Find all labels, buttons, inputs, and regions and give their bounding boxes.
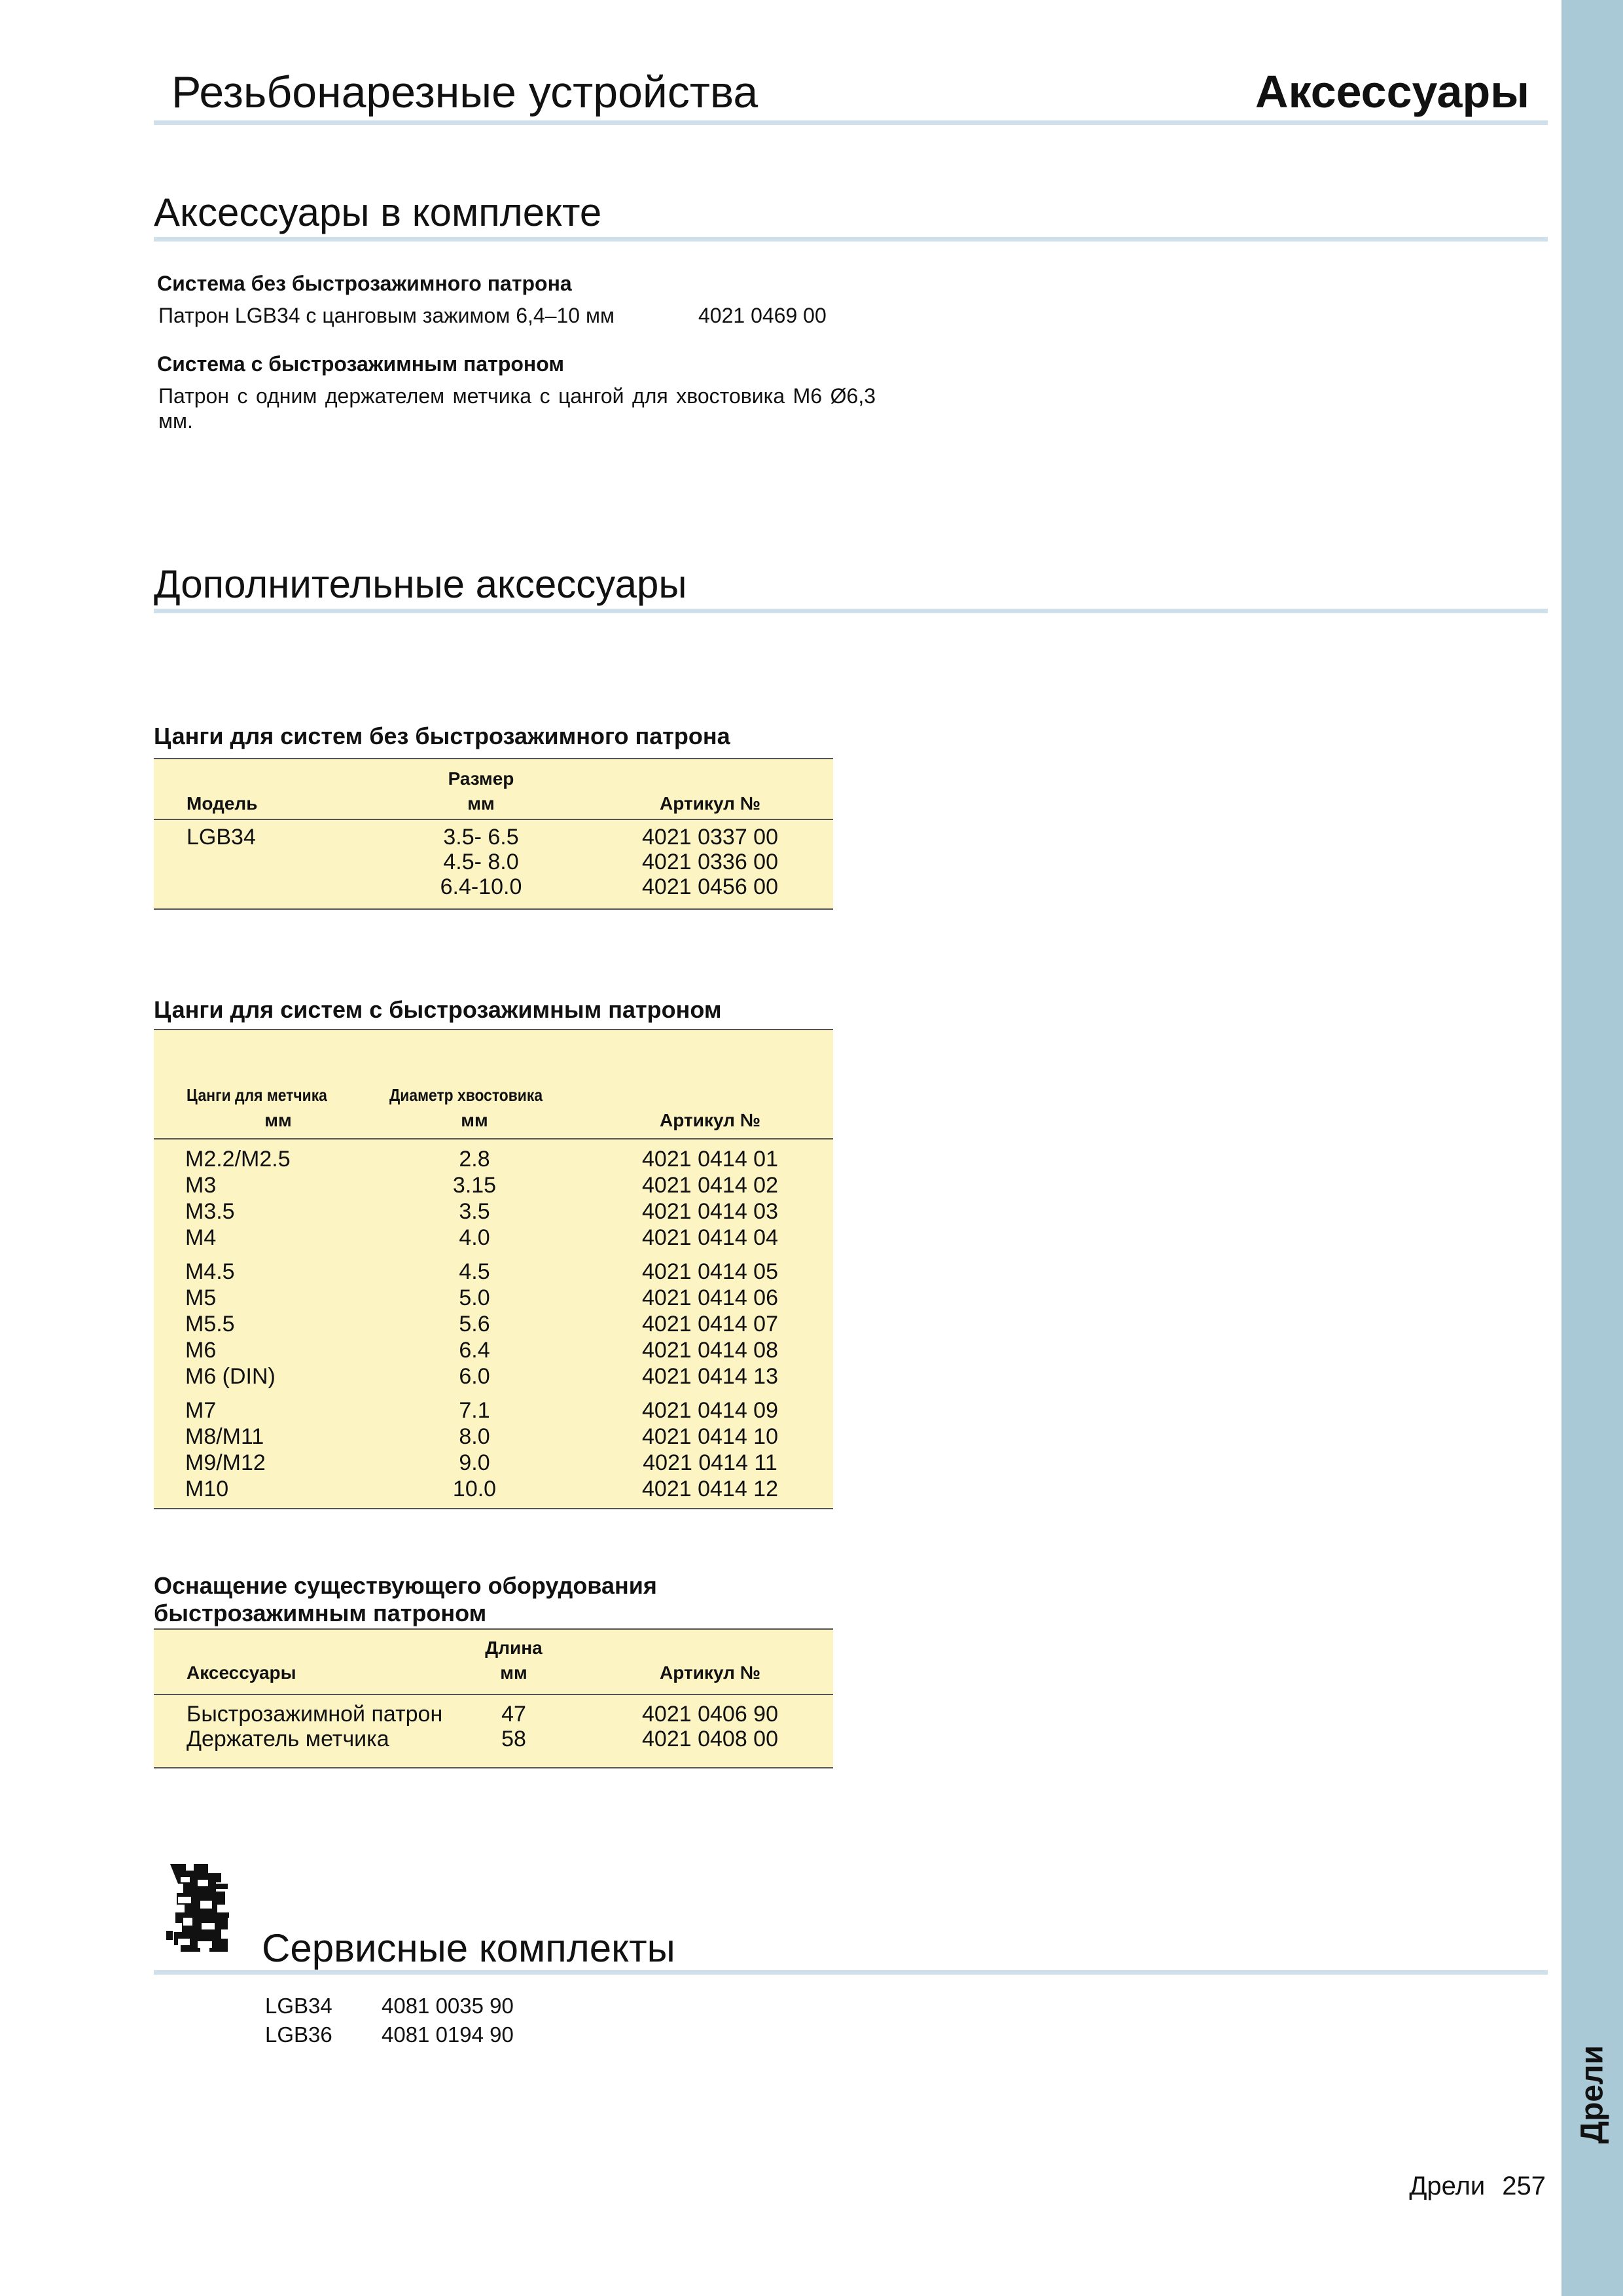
- section-rule-included: [154, 237, 1548, 242]
- table3-header-length: Длина: [485, 1638, 543, 1658]
- table3-cell-article: 4021 0406 90: [642, 1702, 778, 1727]
- section-title-included: Аксессуары в комплекте: [154, 190, 602, 234]
- table2-cell-tap: M2.2/M2.5: [185, 1147, 291, 1172]
- table2-cell-article: 4021 0414 04: [642, 1225, 778, 1250]
- table1-title: Цанги для систем без быстрозажимного патрона: [154, 723, 730, 749]
- table2-cell-shank: 8.0: [459, 1424, 490, 1449]
- table2-header-rule: [154, 1138, 833, 1139]
- page-number: 257: [1502, 2172, 1546, 2200]
- included-block1-title: Система без быстрозажимного патрона: [157, 272, 572, 295]
- table2-cell-tap: M4: [185, 1225, 217, 1250]
- table2-header-tap: Цанги для метчика: [187, 1085, 327, 1105]
- included-block1-text: Патрон LGB34 с цанговым зажимом 6,4–10 мм: [158, 304, 615, 327]
- table2-cell-tap: M10: [185, 1477, 229, 1501]
- header-right-title: Аксессуары: [1255, 66, 1529, 117]
- table2-cell-shank: 3.15: [452, 1173, 497, 1198]
- service-cell-model: LGB36: [265, 2022, 332, 2047]
- table3-cell-accessory: Держатель метчика: [187, 1727, 389, 1751]
- table2-title: Цанги для систем с быстрозажимным патроном: [154, 996, 722, 1023]
- table3-cell-length: 58: [501, 1727, 526, 1751]
- header-rule: [154, 120, 1548, 125]
- table2-cell-tap: M5.5: [185, 1312, 235, 1336]
- section-rule-additional: [154, 609, 1548, 613]
- table2-cell-shank: 5.0: [459, 1285, 490, 1310]
- side-band: [1561, 0, 1623, 2296]
- included-block2-title: Система с быстрозажимным патроном: [157, 352, 565, 376]
- table1: [154, 758, 833, 910]
- service-cell-model: LGB34: [265, 1994, 332, 2018]
- table2-cell-tap: M3.5: [185, 1199, 235, 1224]
- service-kit-icon: [161, 1857, 238, 1961]
- table2-cell-shank: 6.0: [459, 1364, 490, 1389]
- included-block1-article: 4021 0469 00: [698, 304, 827, 327]
- table2-cell-tap: M9/M12: [185, 1450, 266, 1475]
- table2-cell-article: 4021 0414 03: [642, 1199, 778, 1224]
- table3-header-rule: [154, 1694, 833, 1695]
- table2-cell-shank: 4.5: [459, 1259, 490, 1284]
- table3-cell-length: 47: [501, 1702, 526, 1727]
- table1-cell-size: 4.5- 8.0: [443, 850, 519, 874]
- table2-cell-article: 4021 0414 09: [642, 1398, 778, 1423]
- table1-header-size-unit: мм: [467, 793, 495, 814]
- table3-cell-article: 4021 0408 00: [642, 1727, 778, 1751]
- table1-cell-article: 4021 0336 00: [642, 850, 778, 874]
- table2-cell-article: 4021 0414 13: [642, 1364, 778, 1389]
- table2-cell-article: 4021 0414 12: [642, 1477, 778, 1501]
- table3-title-line2: быстрозажимным патроном: [154, 1600, 487, 1626]
- table2-cell-tap: M6 (DIN): [185, 1364, 276, 1389]
- table2-cell-shank: 5.6: [459, 1312, 490, 1336]
- footer-section: Дрели: [1409, 2172, 1486, 2200]
- table2-cell-shank: 3.5: [459, 1199, 490, 1224]
- table2-header-shank-unit: мм: [461, 1110, 488, 1130]
- table1-model: LGB34: [187, 825, 256, 850]
- table2-cell-tap: M8/M11: [185, 1424, 264, 1449]
- table1-header-size: Размер: [448, 768, 514, 789]
- table2-cell-article: 4021 0414 06: [642, 1285, 778, 1310]
- table2-cell-article: 4021 0414 07: [642, 1312, 778, 1336]
- table2-header-article: Артикул №: [660, 1110, 760, 1130]
- table1-cell-article: 4021 0456 00: [642, 874, 778, 899]
- table2-cell-article: 4021 0414 02: [642, 1173, 778, 1198]
- table2-cell-tap: M6: [185, 1338, 217, 1363]
- table2-cell-shank: 10.0: [452, 1477, 497, 1501]
- section-title-service: Сервисные комплекты: [262, 1926, 675, 1970]
- table1-header-model: Модель: [187, 793, 258, 814]
- header-left-title: Резьбонарезные устройства: [171, 67, 758, 117]
- table3-title-line1: Оснащение существующего оборудования: [154, 1572, 657, 1599]
- table3-header-length-unit: мм: [500, 1662, 527, 1683]
- page-footer: [1409, 2172, 1546, 2201]
- table2: [154, 1029, 833, 1509]
- table3-header-accessory: Аксессуары: [187, 1662, 296, 1683]
- table2-cell-article: 4021 0414 11: [643, 1450, 777, 1475]
- table2-cell-shank: 2.8: [459, 1147, 490, 1172]
- table2-cell-tap: M4.5: [185, 1259, 235, 1284]
- table2-header-shank: Диаметр хвостовика: [389, 1085, 543, 1105]
- side-tab: [1561, 1996, 1623, 2193]
- table2-cell-tap: M7: [185, 1398, 217, 1423]
- section-title-additional: Дополнительные аксессуары: [154, 562, 687, 606]
- table1-cell-size: 3.5- 6.5: [443, 825, 519, 850]
- table2-cell-article: 4021 0414 08: [642, 1338, 778, 1363]
- table3-cell-accessory: Быстрозажимной патрон: [187, 1702, 443, 1727]
- table2-cell-tap: M5: [185, 1285, 217, 1310]
- table1-header-article: Артикул №: [660, 793, 760, 814]
- table1-cell-size: 6.4-10.0: [440, 874, 522, 899]
- service-cell-article: 4081 0035 90: [382, 1994, 514, 2018]
- table2-cell-shank: 9.0: [459, 1450, 490, 1475]
- table2-cell-shank: 6.4: [459, 1338, 490, 1363]
- table2-cell-article: 4021 0414 10: [642, 1424, 778, 1449]
- table1-header-rule: [154, 819, 833, 820]
- table2-cell-article: 4021 0414 01: [642, 1147, 778, 1172]
- table3: [154, 1628, 833, 1768]
- table2-header-tap-unit: мм: [264, 1110, 292, 1130]
- included-block2-text: Патрон с одним держателем метчика с цангой для хвостовика M6 Ø6,3 мм.: [158, 384, 876, 433]
- side-tab-label: Дрели: [1575, 2045, 1610, 2144]
- table2-cell-shank: 4.0: [459, 1225, 490, 1250]
- table2-cell-shank: 7.1: [459, 1398, 490, 1423]
- table1-cell-article: 4021 0337 00: [642, 825, 778, 850]
- service-cell-article: 4081 0194 90: [382, 2022, 514, 2047]
- table3-header-article: Артикул №: [660, 1662, 760, 1683]
- table2-cell-tap: M3: [185, 1173, 217, 1198]
- section-rule-service: [154, 1970, 1548, 1975]
- table2-cell-article: 4021 0414 05: [642, 1259, 778, 1284]
